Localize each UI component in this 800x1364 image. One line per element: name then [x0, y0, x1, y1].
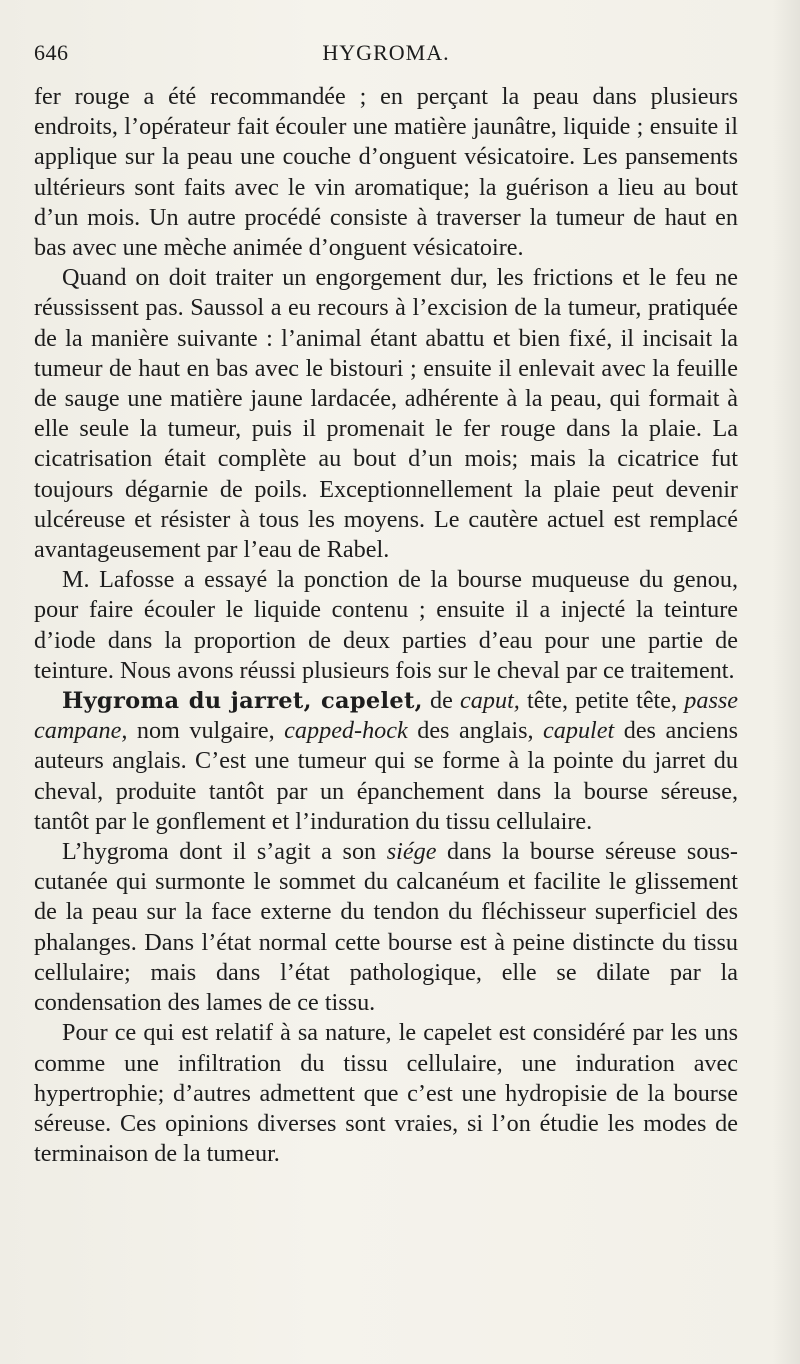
running-head — [34, 34, 738, 74]
italic-term: caput, — [460, 687, 520, 715]
paragraph-3: M. Lafosse a essayé la ponction de la bourse muqueuse du genou, pour faire écouler le liquide contenu ; ensuite il a injecté la teinture d’iode dans la proportion de deux parties d’eau pour une partie de teinture. Nous avons réussi plusieurs fois sur le cheval par ce traitement. — [34, 566, 738, 684]
italic-term: capped-hock — [284, 717, 408, 745]
paragraph-5 — [34, 837, 738, 1018]
page-edge-shadow — [772, 0, 800, 1364]
italic-term: capulet — [543, 717, 615, 745]
text-run: de — [422, 687, 461, 715]
paragraph-4 — [34, 686, 738, 837]
text-run: L’hygroma dont il s’agit a son — [62, 838, 387, 866]
paragraph-1: fer rouge a été recommandée ; en perçant la peau dans plusieurs endroits, l’opérateur fait écouler une matière jaunâtre, liquide ; ensuite il applique sur la peau une couche d’onguent vésicatoire. Les pansements ultérieurs sont faits avec le vin aromatique; la guérison a lieu au bout d’un mois. Un autre procédé consiste à traverser la tumeur de haut en bas avec une mèche animée d’onguent vésicatoire. — [34, 83, 738, 262]
running-title: HYGROMA. — [322, 40, 450, 65]
paragraph-2: Quand on doit traiter un engorgement dur, les frictions et le feu ne réussissent pas. Saussol a eu recours à l’excision de la tumeur, pratiquée de la manière suivante : l’animal étant abattu et bien fixé, il incisait la tumeur de haut en bas avec le bistouri ; ensuite il enlevait avec la feuille de sauge une matière jaune lardacée, adhérente à la peau, qui formait à elle seule la tumeur, puis il promenait le fer rouge dans la plaie. La cicatrisation était complète au bout d’un mois; mais la cicatrice fut toujours dégarnie de poils. Exceptionnellement la plaie peut devenir ulcéreuse et résister à tous les moyens. Le cautère actuel est remplacé avantageusement par l’eau de Rabel. — [34, 264, 738, 564]
italic-term: siége — [386, 838, 437, 866]
paragraph-6: Pour ce qui est relatif à sa nature, le capelet est considéré par les uns comme une infiltration du tissu cellulaire, une induration avec hypertrophie; d’autres admettent que c’est une hydropisie de la bourse séreuse. Ces opinions diverses sont vraies, si l’on étudie les modes de terminaison de la tumeur. — [34, 1019, 738, 1168]
body-text — [34, 82, 738, 1169]
section-heading: Hygroma du jarret, capelet, — [62, 688, 423, 715]
text-run: des anciens auteurs anglais. C’est une tumeur qui se forme à la pointe du jarret du cheval, produite tantôt par un épanchement dans la bourse séreuse, tantôt par le gonflement et l’induration du tissu cellulaire. — [34, 717, 738, 835]
italic-term: passe campane, — [34, 687, 738, 745]
page-number: 646 — [34, 40, 69, 65]
text-run: tête, petite tête, — [519, 687, 685, 715]
text-run: des anglais, — [407, 717, 544, 745]
text-run: nom vulgaire, — [127, 717, 285, 745]
text-run: dans la bourse séreuse sous-cutanée qui surmonte le sommet du calcanéum et facilite le glissement de la peau sur la face externe du tendon du fléchisseur superficiel des phalanges. Dans l’état normal cette bourse est à peine distincte du tissu cellulaire; mais dans l’état pathologique, elle se dilate par la condensation des lames de ce tissu. — [34, 838, 738, 1017]
